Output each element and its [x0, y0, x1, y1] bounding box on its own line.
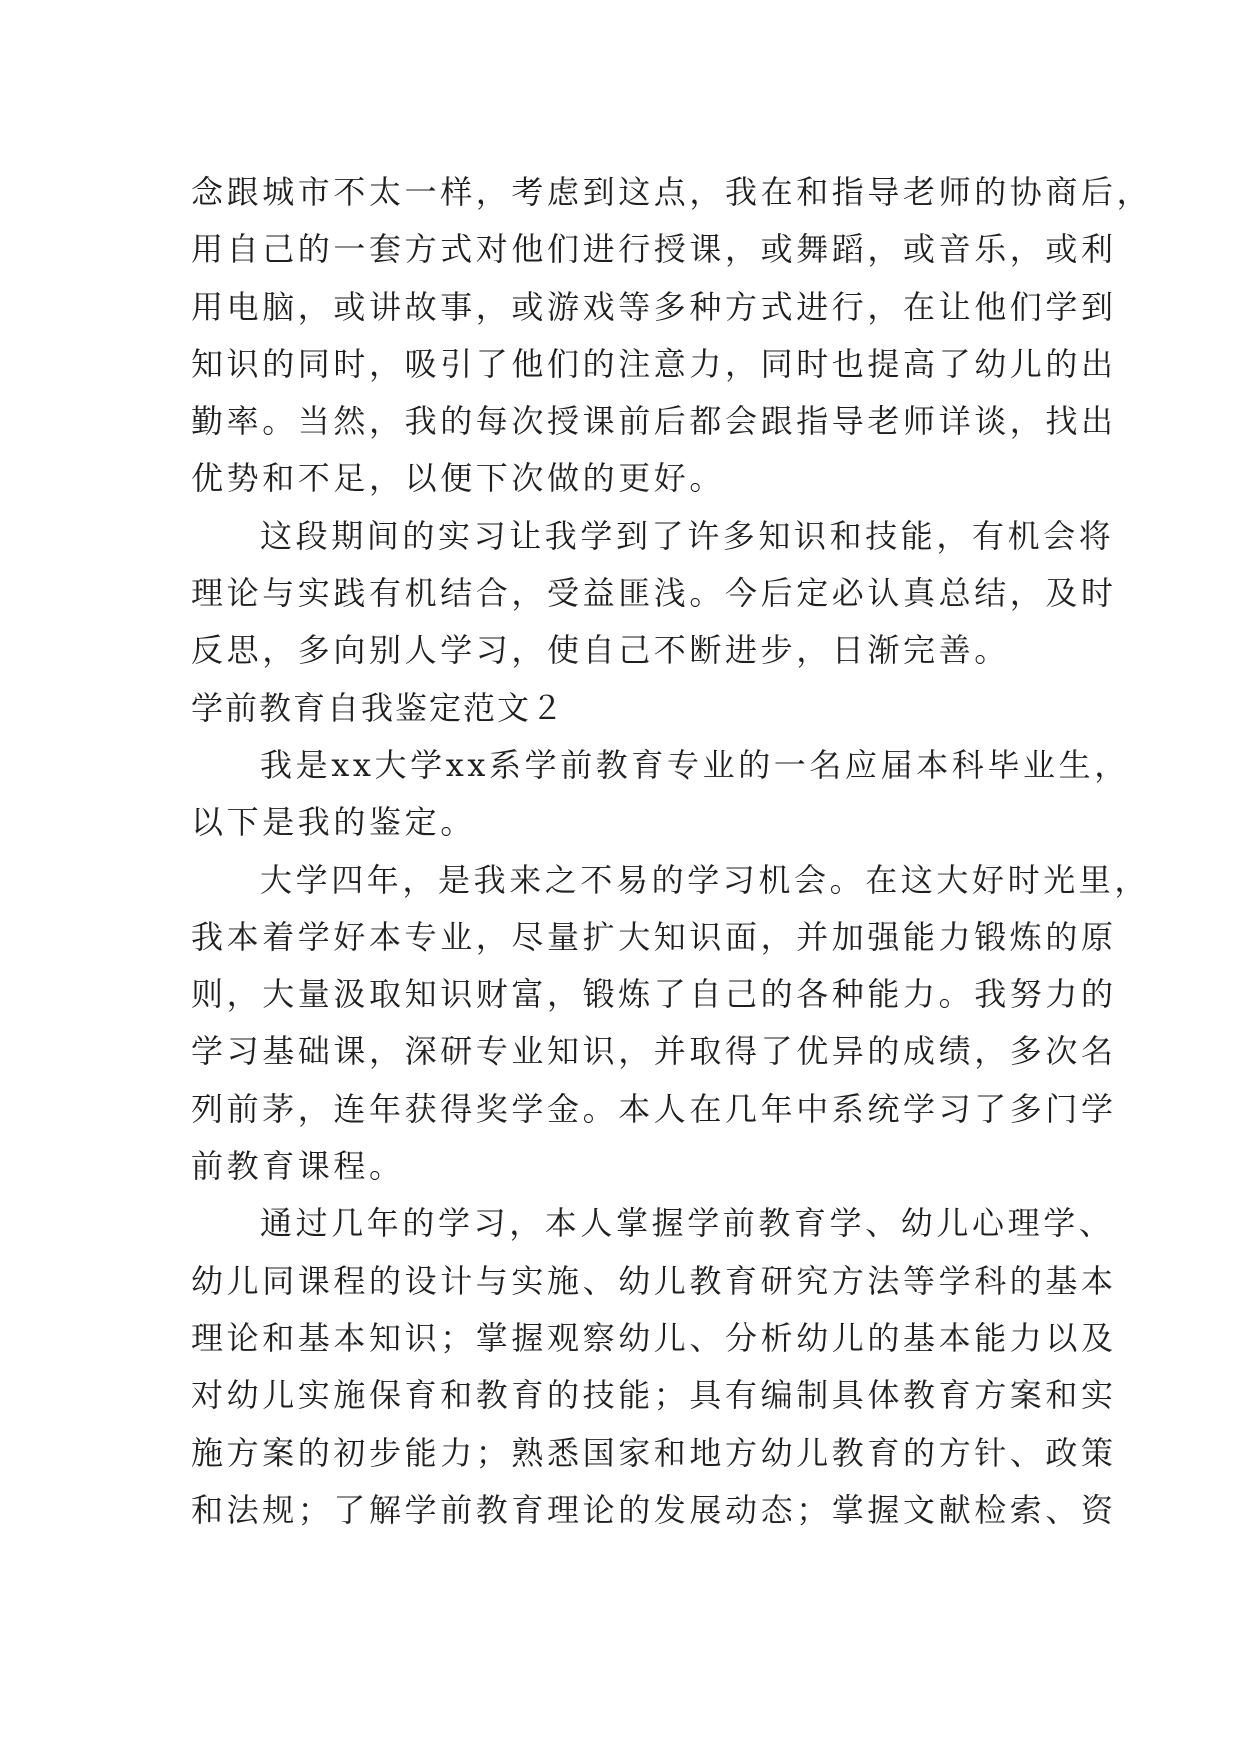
text-line: 理论与实践有机结合，受益匪浅。今后定必认真总结，及时: [191, 574, 1117, 613]
text-line: 对幼儿实施保育和教育的技能；具有编制具体教育方案和实: [191, 1376, 1117, 1415]
paragraph-first-line: 通过几年的学习，本人掌握学前教育学、幼儿心理学、: [260, 1204, 1115, 1243]
text-line: 施方案的初步能力；熟悉国家和地方幼儿教育的方针、政策: [191, 1433, 1117, 1472]
text-line: 和法规；了解学前教育理论的发展动态；掌握文献检索、资: [191, 1490, 1117, 1529]
paragraph-first-line: 大学四年，是我来之不易的学习机会。在这大好时光里，: [260, 860, 1151, 899]
text-line: 反思，多向别人学习，使自己不断进步，日渐完善。: [191, 631, 1010, 670]
text-line: 用自己的一套方式对他们进行授课，或舞蹈，或音乐，或利: [191, 230, 1117, 269]
paragraph-first-line: 我是xx大学xx系学前教育专业的一名应届本科毕业生，: [260, 745, 1130, 784]
text-line: 念跟城市不太一样，考虑到这点，我在和指导老师的协商后，: [191, 173, 1153, 211]
paragraph-first-line: 这段期间的实习让我学到了许多知识和技能，有机会将: [260, 516, 1115, 555]
text-line: 优势和不足，以便下次做的更好。: [191, 459, 726, 498]
text-line: 则，大量汲取知识财富，锻炼了自己的各种能力。我努力的: [191, 975, 1117, 1014]
text-line: 前教育课程。: [191, 1147, 405, 1186]
text-line: 以下是我的鉴定。: [191, 803, 476, 842]
text-line: 理论和基本知识；掌握观察幼儿、分析幼儿的基本能力以及: [191, 1318, 1117, 1357]
text-line: 列前茅，连年获得奖学金。本人在几年中系统学习了多门学: [191, 1089, 1117, 1128]
text-line: 知识的同时，吸引了他们的注意力，同时也提高了幼儿的出: [191, 344, 1117, 383]
text-line: 我本着学好本专业，尽量扩大知识面，并加强能力锻炼的原: [191, 917, 1117, 956]
section-heading: 学前教育自我鉴定范文２: [191, 688, 566, 727]
text-line: 勤率。当然，我的每次授课前后都会跟指导老师详谈，找出: [191, 402, 1117, 441]
text-line: 幼儿同课程的设计与实施、幼儿教育研究方法等学科的基本: [191, 1261, 1117, 1300]
text-line: 用电脑，或讲故事，或游戏等多种方式进行，在让他们学到: [191, 287, 1117, 326]
text-line: 学习基础课，深研专业知识，并取得了优异的成绩，多次名: [191, 1032, 1117, 1071]
document-body: [191, 164, 1153, 1539]
